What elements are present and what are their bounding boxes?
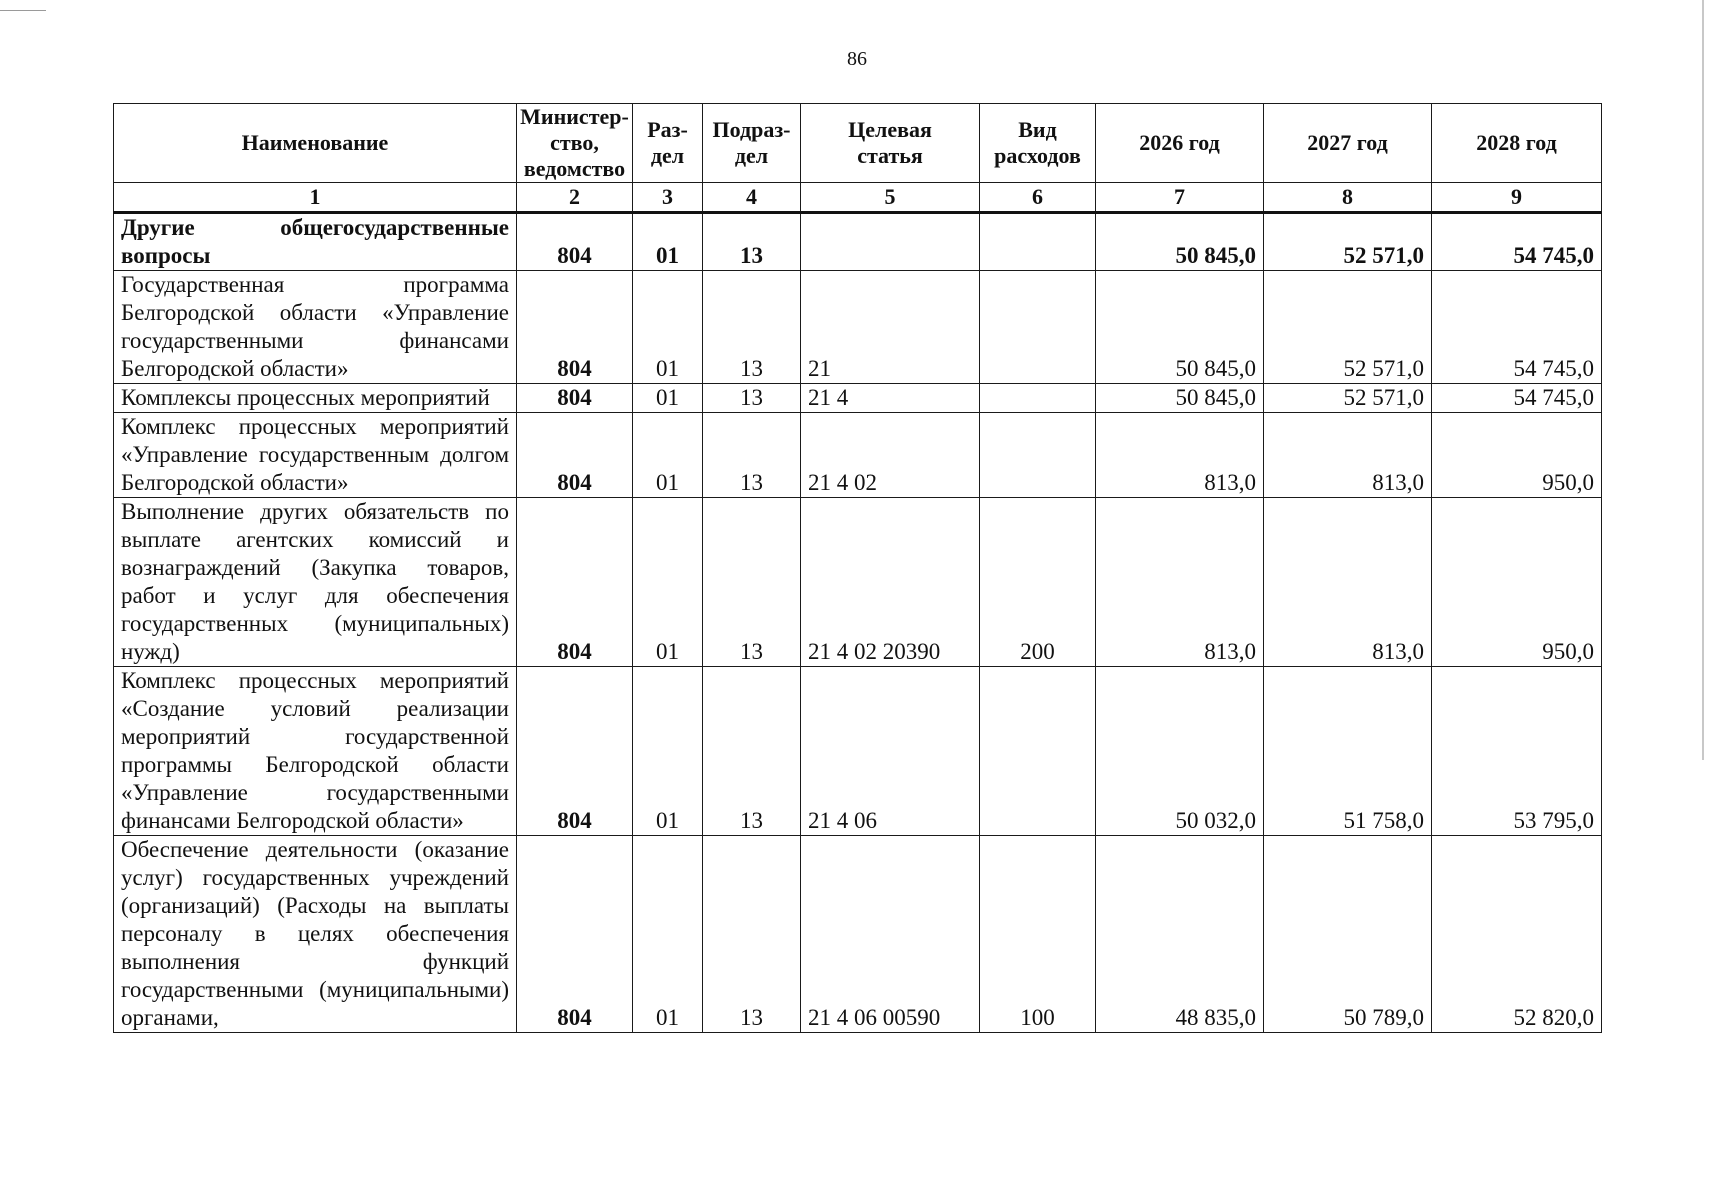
table-row	[114, 667, 1602, 836]
row-2027: 51 758,0	[1264, 667, 1432, 836]
row-name: Комплекс процессных мероприятий «Создание условий реализации мероприятий государственной программы Белгородской области «Управление государственными финансами Белгородской области»	[114, 667, 517, 836]
column-number: 2	[517, 183, 633, 213]
row-name: Выполнение других обязательств по выплате агентских комиссий и вознаграждений (Закупка товаров, работ и услуг для обеспечения государственных (муниципальных) нужд)	[114, 498, 517, 667]
column-number-row	[114, 183, 1602, 213]
header-line: 2027 год	[1307, 130, 1388, 155]
row-2026: 50 845,0	[1096, 271, 1264, 384]
header-ministry	[517, 104, 633, 183]
row-ministry: 804	[517, 667, 633, 836]
row-section: 01	[633, 213, 703, 271]
row-2026: 48 835,0	[1096, 836, 1264, 1033]
row-2026: 813,0	[1096, 413, 1264, 498]
row-expense-type: 100	[980, 836, 1096, 1033]
row-target: 21	[801, 271, 980, 384]
row-expense-type	[980, 413, 1096, 498]
column-number: 7	[1096, 183, 1264, 213]
budget-table	[113, 103, 1602, 1033]
column-number: 4	[703, 183, 801, 213]
header-line: Целевая	[848, 117, 932, 142]
table-row	[114, 413, 1602, 498]
row-2027: 52 571,0	[1264, 213, 1432, 271]
header-year-2026	[1096, 104, 1264, 183]
table-row	[114, 271, 1602, 384]
table-row	[114, 384, 1602, 413]
table-row	[114, 213, 1602, 271]
header-line: ведомство	[523, 156, 626, 181]
row-ministry: 804	[517, 413, 633, 498]
row-expense-type	[980, 384, 1096, 413]
row-ministry: 804	[517, 213, 633, 271]
table-row	[114, 836, 1602, 1033]
row-target: 21 4 06 00590	[801, 836, 980, 1033]
header-expense-type	[980, 104, 1096, 183]
row-2027: 813,0	[1264, 413, 1432, 498]
row-2027: 52 571,0	[1264, 384, 1432, 413]
row-name: Другие общегосударственные вопросы	[114, 213, 517, 271]
page-number: 86	[847, 48, 867, 70]
row-2028: 53 795,0	[1432, 667, 1602, 836]
column-number: 9	[1432, 183, 1602, 213]
row-target: 21 4 06	[801, 667, 980, 836]
row-2028: 52 820,0	[1432, 836, 1602, 1033]
header-line: Вид	[1018, 117, 1057, 142]
row-2026: 50 845,0	[1096, 213, 1264, 271]
row-2026: 813,0	[1096, 498, 1264, 667]
row-2028: 950,0	[1432, 413, 1602, 498]
row-2028: 950,0	[1432, 498, 1602, 667]
row-ministry: 804	[517, 836, 633, 1033]
row-name: Государственная программа Белгородской области «Управление государственными финансами Белгородской области»	[114, 271, 517, 384]
header-target	[801, 104, 980, 183]
row-name: Комплекс процессных мероприятий «Управление государственным долгом Белгородской области»	[114, 413, 517, 498]
row-section: 01	[633, 836, 703, 1033]
header-line: Раз-	[647, 117, 688, 142]
header-year-2028	[1432, 104, 1602, 183]
row-2026: 50 845,0	[1096, 384, 1264, 413]
header-line: Подраз-	[712, 117, 791, 142]
row-expense-type: 200	[980, 498, 1096, 667]
header-line: Наименование	[241, 130, 389, 155]
table-row	[114, 498, 1602, 667]
header-section	[633, 104, 703, 183]
row-subsection: 13	[703, 413, 801, 498]
row-subsection: 13	[703, 498, 801, 667]
header-year-2027	[1264, 104, 1432, 183]
row-subsection: 13	[703, 384, 801, 413]
row-subsection: 13	[703, 667, 801, 836]
header-line: 2026 год	[1139, 130, 1220, 155]
row-subsection: 13	[703, 271, 801, 384]
row-target: 21 4 02	[801, 413, 980, 498]
row-target: 21 4 02 20390	[801, 498, 980, 667]
header-name	[114, 104, 517, 183]
row-2026: 50 032,0	[1096, 667, 1264, 836]
column-number: 5	[801, 183, 980, 213]
row-subsection: 13	[703, 836, 801, 1033]
row-expense-type	[980, 667, 1096, 836]
table-body	[114, 213, 1602, 1033]
row-section: 01	[633, 384, 703, 413]
row-2027: 50 789,0	[1264, 836, 1432, 1033]
row-ministry: 804	[517, 384, 633, 413]
row-section: 01	[633, 413, 703, 498]
row-2027: 52 571,0	[1264, 271, 1432, 384]
row-2028: 54 745,0	[1432, 271, 1602, 384]
row-section: 01	[633, 667, 703, 836]
row-2028: 54 745,0	[1432, 384, 1602, 413]
header-line: статья	[857, 143, 923, 168]
row-ministry: 804	[517, 498, 633, 667]
column-number: 8	[1264, 183, 1432, 213]
row-target: 21 4	[801, 384, 980, 413]
row-expense-type	[980, 213, 1096, 271]
scan-edge-shadow	[1702, 0, 1704, 760]
column-number: 6	[980, 183, 1096, 213]
row-expense-type	[980, 271, 1096, 384]
row-section: 01	[633, 271, 703, 384]
column-number: 3	[633, 183, 703, 213]
row-target	[801, 213, 980, 271]
header-line: ство,	[550, 130, 599, 155]
row-2028: 54 745,0	[1432, 213, 1602, 271]
row-subsection: 13	[703, 213, 801, 271]
row-ministry: 804	[517, 271, 633, 384]
row-name: Обеспечение деятельности (оказание услуг) государственных учреждений (организаций) (Расходы на выплаты персоналу в целях обеспечения выполнения функций государственными (муниципальными) органами,	[114, 836, 517, 1033]
column-number: 1	[114, 183, 517, 213]
header-line: дел	[734, 143, 769, 168]
header-subsection	[703, 104, 801, 183]
header-line: Министер-	[520, 104, 629, 129]
row-section: 01	[633, 498, 703, 667]
row-2027: 813,0	[1264, 498, 1432, 667]
header-line: дел	[650, 143, 685, 168]
header-line: 2028 год	[1476, 130, 1557, 155]
table-header-row	[114, 104, 1602, 183]
row-name: Комплексы процессных мероприятий	[114, 384, 517, 413]
header-line: расходов	[994, 143, 1081, 168]
scan-corner-mark	[0, 10, 46, 11]
